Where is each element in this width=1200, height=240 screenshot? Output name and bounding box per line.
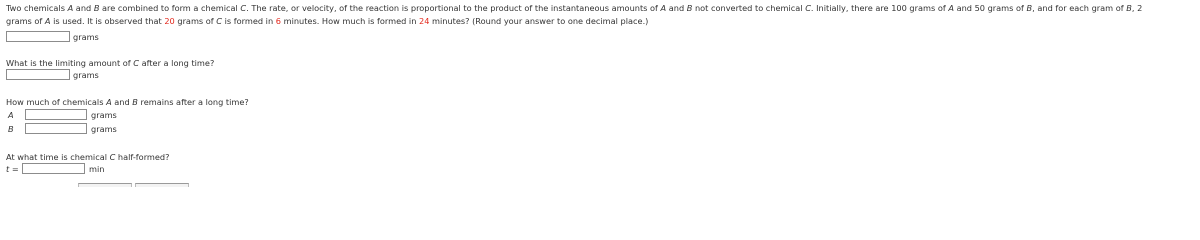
remaining-a-input[interactable] [25,109,87,120]
amount-formed-unit: grams [73,32,99,42]
remaining-question: How much of chemicals A and B remains after a long time? [6,97,249,107]
t-label: t = [6,164,19,174]
limiting-amount-question: What is the limiting amount of C after a long time? [6,58,215,68]
half-formed-time-input[interactable] [22,163,85,174]
limiting-amount-input[interactable] [6,69,70,80]
asked-time: 24 [419,16,430,26]
limiting-amount-unit: grams [73,70,99,80]
submit-answer-button[interactable] [78,183,132,187]
observed-amount: 20 [164,16,175,26]
remaining-a-unit: grams [91,110,117,120]
remaining-b-input[interactable] [25,123,87,134]
amount-formed-input[interactable] [6,31,70,42]
practice-button[interactable] [135,183,189,187]
half-formed-question: At what time is chemical C half-formed? [6,152,170,162]
half-formed-time-unit: min [89,164,105,174]
observed-time: 6 [275,16,281,26]
remaining-b-unit: grams [91,124,117,134]
label-a: A [8,110,14,120]
problem-statement-line-2: grams of A is used. It is observed that 20 grams of C is formed in 6 minutes. How much is formed in 24 minutes? (Round your answer to one decimal place.) [6,16,649,26]
problem-statement-line-1: Two chemicals A and B are combined to form a chemical C. The rate, or velocity, of the reaction is proportional to the product of the instantaneous amounts of A and B not converted to chemical C. Initially, there are 100 grams of A and 50 grams of B, and for each gram of B, 2 [6,3,1143,13]
label-b: B [8,124,14,134]
